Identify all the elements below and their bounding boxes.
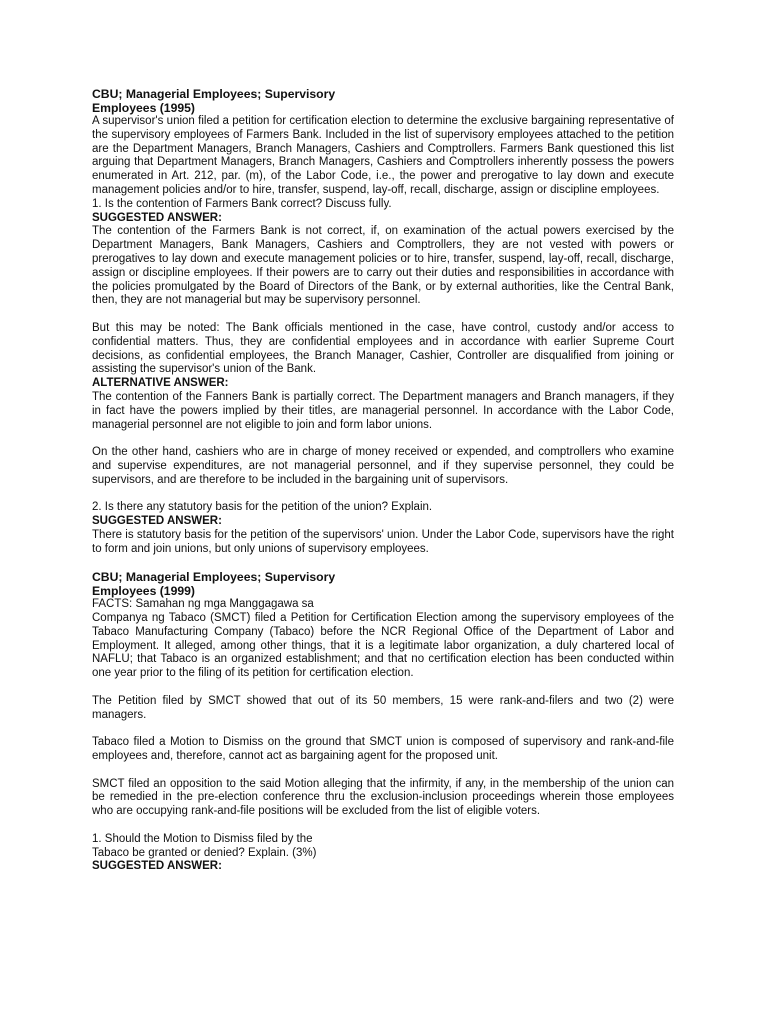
alternative-answer-label: ALTERNATIVE ANSWER:	[92, 377, 229, 390]
suggested-answer-label: SUGGESTED ANSWER:	[92, 211, 222, 224]
alternative-answer-paragraph: The contention of the Fanners Bank is partially correct. The Department managers and Branch managers, if they in fact have the powers implied by their titles, are managerial personnel. In accordance with the Labor Code, managerial personnel are not eligible to join and form labor unions.	[92, 390, 674, 431]
petition-paragraph: The Petition filed by SMCT showed that out of its 50 members, 15 were rank-and-filers and two (2) were managers.	[92, 694, 674, 721]
opposition-paragraph: SMCT filed an opposition to the said Motion alleging that the infirmity, if any, in the membership of the union can be remedied in the pre-election conference thru the exclusion-inclusion proceedings wherein those employees who are occupying rank-and-file positions will be excluded from the list of eligible voters.	[92, 777, 674, 818]
section-title-2: CBU; Managerial Employees; Supervisory	[92, 570, 336, 585]
question-3-line-2: Tabaco be granted or denied? Explain. (3%)	[92, 846, 317, 859]
facts-heading-line: FACTS: Samahan ng mga Manggagawa sa	[92, 598, 314, 611]
answer-paragraph-2: There is statutory basis for the petition of the supervisors' union. Under the Labor Code, supervisors have the right to form and join unions, but only unions of supervisory employees.	[92, 528, 674, 555]
alternative-answer-paragraph-2: On the other hand, cashiers who are in charge of money received or expended, and comptrollers who examine and supervise expenditures, are not managerial personnel, and if they supervise personnel, they could be supervisors, and are therefore to be included in the bargaining unit of supervisors.	[92, 446, 674, 486]
suggested-answer-label-3: SUGGESTED ANSWER:	[92, 860, 222, 873]
facts-paragraph-2: Companya ng Tabaco (SMCT) filed a Petition for Certification Election among the supervisory employees of the Tabaco Manufacturing Company (Tabaco) before the NCR Regional Office of the Department of Labor and Employment. It alleged, among other things, that it is a legitimate labor organization, a duly chartered local of NAFLU; that Tabaco is an organized establishment; and that no certification election has been conducted within one year prior to the filing of its petition for certification election.	[92, 612, 674, 680]
section-title-2-year: Employees (1999)	[92, 584, 195, 599]
question: 1. Is the contention of Farmers Bank correct? Discuss fully.	[92, 197, 392, 210]
facts-paragraph: A supervisor's union filed a petition for certification election to determine the exclusive bargaining representative of the supervisory employees of Farmers Bank. Included in the list of supervisory employees attached to the petition are the Department Managers, Branch Managers, Cashiers and Comptrollers. Farmers Bank questioned this list arguing that Department Managers, Branch Managers, Cashiers and Comptrollers inherently possess the powers enumerated in Art. 212, par. (m), of the Labor Code, i.e., the power and prerogative to lay down and execute management policies and/or to hire, transfer, suspend, lay-off, recall, discharge, assign or discipline employees.	[92, 115, 674, 196]
suggested-answer-label-2: SUGGESTED ANSWER:	[92, 515, 222, 528]
question-2: 2. Is there any statutory basis for the petition of the union? Explain.	[92, 501, 433, 514]
document-page	[92, 87, 674, 874]
motion-paragraph: Tabaco filed a Motion to Dismiss on the ground that SMCT union is composed of supervisory and rank-and-file employees and, therefore, cannot act as bargaining agent for the proposed unit.	[92, 736, 674, 763]
section-title: CBU; Managerial Employees; Supervisory	[92, 87, 336, 101]
answer-paragraph: The contention of the Farmers Bank is not correct, if, on examination of the actual powers exercised by the Department Managers, Bank Managers, Cashiers and Comptrollers, they are not vested with powers or prerogatives to lay down and execute management policies or to hire, transfer, suspend, lay-off, recall, discharge, assign or discipline employees. If their powers are to carry out their duties and responsibilities in accordance with the policies promulgated by the Board of Directors of the Bank, or by external authorities, like the Central Bank, then, they are not managerial but may be supervisory personnel.	[92, 225, 674, 307]
note-paragraph: But this may be noted: The Bank officials mentioned in the case, have control, custody and/or access to confidential matters. Thus, they are confidential employees and in accordance with earlier Supreme Court decisions, as confidential employees, the Branch Manager, Cashier, Controller are disqualified from joining or assisting the supervisor's union of the Bank.	[92, 321, 674, 376]
section-title-year: Employees (1995)	[92, 101, 195, 115]
question-3-line-1: 1. Should the Motion to Dismiss filed by the	[92, 832, 313, 845]
